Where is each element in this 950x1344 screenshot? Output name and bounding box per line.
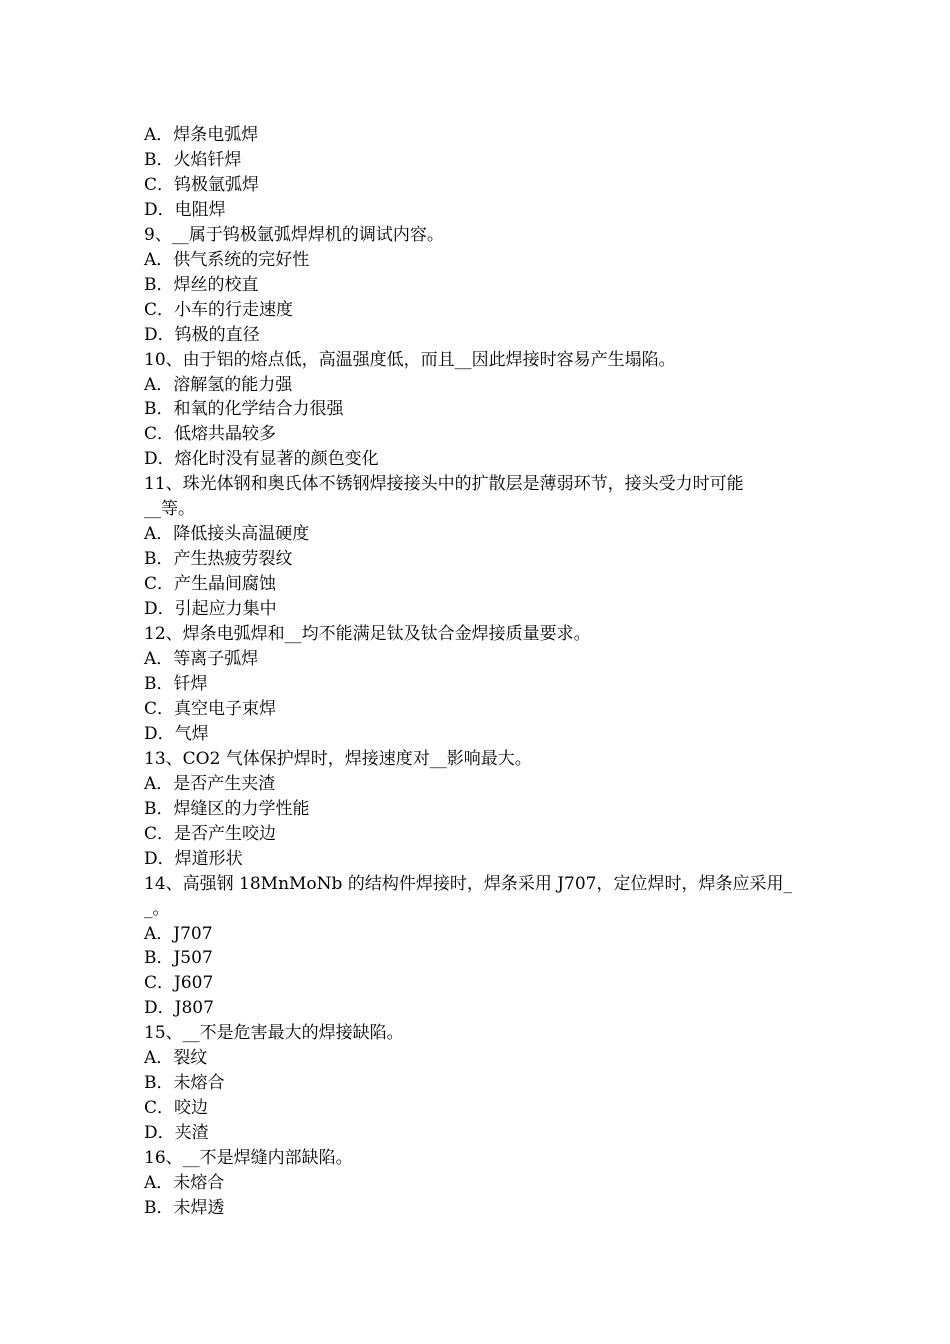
option-line: B．产生热疲劳裂纹 [144, 549, 293, 570]
option-line: C．J607 [144, 973, 214, 994]
option-line: B．未焊透 [144, 1197, 225, 1218]
option-line: D．焊道形状 [144, 848, 243, 869]
option-line: A．J707 [144, 923, 213, 944]
question-line-continued: __等。 [144, 499, 195, 520]
option-line: D．夹渣 [144, 1123, 209, 1144]
question-line: 15、__不是危害最大的焊接缺陷。 [144, 1023, 404, 1044]
option-line: B．未熔合 [144, 1073, 225, 1094]
question-line: 16、__不是焊缝内部缺陷。 [144, 1148, 353, 1169]
option-line: B．钎焊 [144, 673, 208, 694]
option-line: A．未熔合 [144, 1173, 225, 1194]
option-line: C．真空电子束焊 [144, 698, 277, 719]
option-line: C．低熔共晶较多 [144, 424, 277, 445]
option-line: D．熔化时没有显著的颜色变化 [144, 449, 379, 470]
option-line: C．产生晶间腐蚀 [144, 574, 277, 595]
option-line: C．咬边 [144, 1098, 209, 1119]
option-line: B．火焰钎焊 [144, 149, 242, 170]
option-line: B．和氧的化学结合力很强 [144, 399, 344, 420]
option-line: C．是否产生咬边 [144, 823, 277, 844]
question-line: 10、由于铝的熔点低，高温强度低，而且__因此焊接时容易产生塌陷。 [144, 349, 676, 370]
option-line: D．电阻焊 [144, 199, 226, 220]
question-line: 9、__属于钨极氩弧焊焊机的调试内容。 [144, 224, 444, 245]
option-line: B．焊缝区的力学性能 [144, 798, 310, 819]
question-line-continued: _。 [144, 898, 170, 919]
option-line: A．供气系统的完好性 [144, 249, 310, 270]
option-line: A．降低接头高温硬度 [144, 524, 310, 545]
document-page [144, 123, 812, 1221]
option-line: D．引起应力集中 [144, 599, 277, 620]
question-line: 13、CO2 气体保护焊时，焊接速度对__影响最大。 [144, 748, 532, 769]
option-line: D．气焊 [144, 723, 209, 744]
question-line: 11、珠光体钢和奥氏体不锈钢焊接接头中的扩散层是薄弱环节，接头受力时可能 [144, 474, 744, 495]
question-line: 12、焊条电弧焊和__均不能满足钛及钛合金焊接质量要求。 [144, 624, 591, 645]
option-line: A．等离子弧焊 [144, 649, 259, 670]
option-line: A．焊条电弧焊 [144, 125, 259, 145]
question-line: 14、高强钢 18MnMoNb 的结构件焊接时，焊条采用 J707，定位焊时，焊条应采用_ [144, 873, 792, 894]
option-line: C．小车的行走速度 [144, 299, 294, 320]
option-line: A．是否产生夹渣 [144, 773, 276, 794]
option-line: A．裂纹 [144, 1048, 208, 1069]
option-line: B．焊丝的校直 [144, 274, 259, 295]
option-line: B．J507 [144, 948, 213, 969]
option-line: C．钨极氩弧焊 [144, 174, 260, 195]
option-line: D．J807 [144, 998, 214, 1019]
option-line: A．溶解氢的能力强 [144, 374, 293, 395]
option-line: D．钨极的直径 [144, 324, 260, 345]
